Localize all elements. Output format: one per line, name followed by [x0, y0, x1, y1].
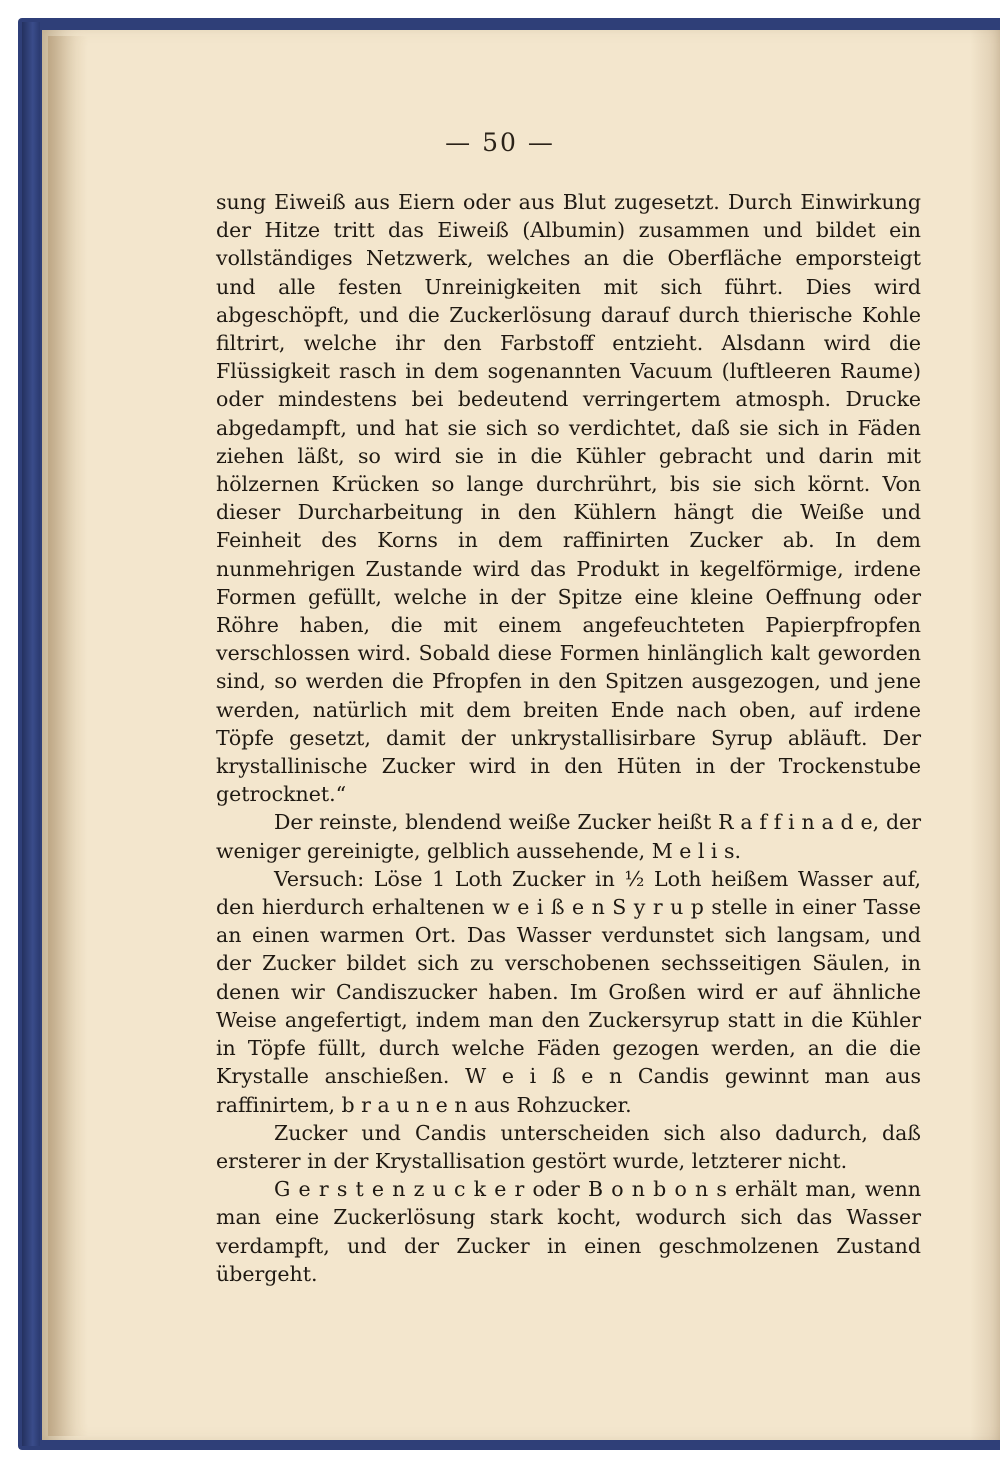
- page-number: — 50 —: [445, 128, 555, 157]
- paragraph: Zucker und Candis unterscheiden sich also dadurch, daß ersterer in der Krystallisation gestört wurde, letzterer nicht.: [216, 1120, 921, 1173]
- page-edge: [970, 30, 1000, 1440]
- paragraph: Versuch: Löse 1 Loth Zucker in ½ Loth heißem Wasser auf, den hierdurch erhaltenen w e i ß e n S y r u p stelle in einer Tasse an einen warmen Ort. Das Wasser verdunstet sich langsam, und der Zucker bildet sich zu verschobenen sechsseitigen Säulen, in denen wir Candiszucker haben. Im Großen wird er auf ähnliche Weise angefertigt, indem man den Zuckersyrup statt in die Kühler in Töpfe füllt, durch welche Fäden gezogen werden, an die die Krystalle anschießen. W e i ß e n Candis gewinnt man aus raffinirtem, b r a u n e n aus Rohzucker.: [216, 866, 921, 1117]
- page-gutter-shadow: [48, 36, 88, 1436]
- body-text: [216, 188, 921, 1288]
- book-spine-edge: [22, 22, 40, 1446]
- paragraph: sung Eiweiß aus Eiern oder aus Blut zugesetzt. Durch Einwirkung der Hitze tritt das Eiweiß (Albumin) zusammen und bildet ein vollständiges Netzwerk, welches an die Oberfläche emporsteigt und alle festen Unreinigkeiten mit sich führt. Dies wird abgeschöpft, und die Zuckerlösung darauf durch thierische Kohle filtrirt, welche ihr den Farbstoff entzieht. Alsdann wird die Flüssigkeit rasch in dem sogenannten Vacuum (luftleeren Raume) oder mindestens bei bedeutend verringertem atmosph. Drucke abgedampft, und hat sie sich so verdichtet, daß sie sich in Fäden ziehen läßt, so wird sie in die Kühler gebracht und darin mit hölzernen Krücken so lange durchrührt, bis sie sich körnt. Von dieser Durcharbeitung in den Kühlern hängt die Weiße und Feinheit des Korns in dem raffinirten Zucker ab. In dem nunmehrigen Zustande wird das Produkt in kegelförmige, irdene Formen gefüllt, welche in der Spitze eine kleine Oeffnung oder Röhre haben, die mit einem angefeuchteten Papierpfropfen verschlossen wird. Sobald diese Formen hinlänglich kalt geworden sind, so werden die Pfropfen in den Spitzen ausgezogen, und jene werden, natürlich mit dem breiten Ende nach oben, auf irdene Töpfe gesetzt, damit der unkrystallisirbare Syrup abläuft. Der krystallinische Zucker wird in den Hüten in der Trockenstube getrocknet.“: [216, 190, 921, 807]
- paragraph: G e r s t e n z u c k e r oder B o n b o n s erhält man, wenn man eine Zuckerlösung stark kocht, wodurch sich das Wasser verdampft, und der Zucker in einen geschmolzenen Zustand übergeht.: [216, 1177, 921, 1286]
- paragraph: Der reinste, blendend weiße Zucker heißt R a f f i n a d e, der weniger gereinigte, gelblich aussehende, M e l i s.: [216, 810, 921, 863]
